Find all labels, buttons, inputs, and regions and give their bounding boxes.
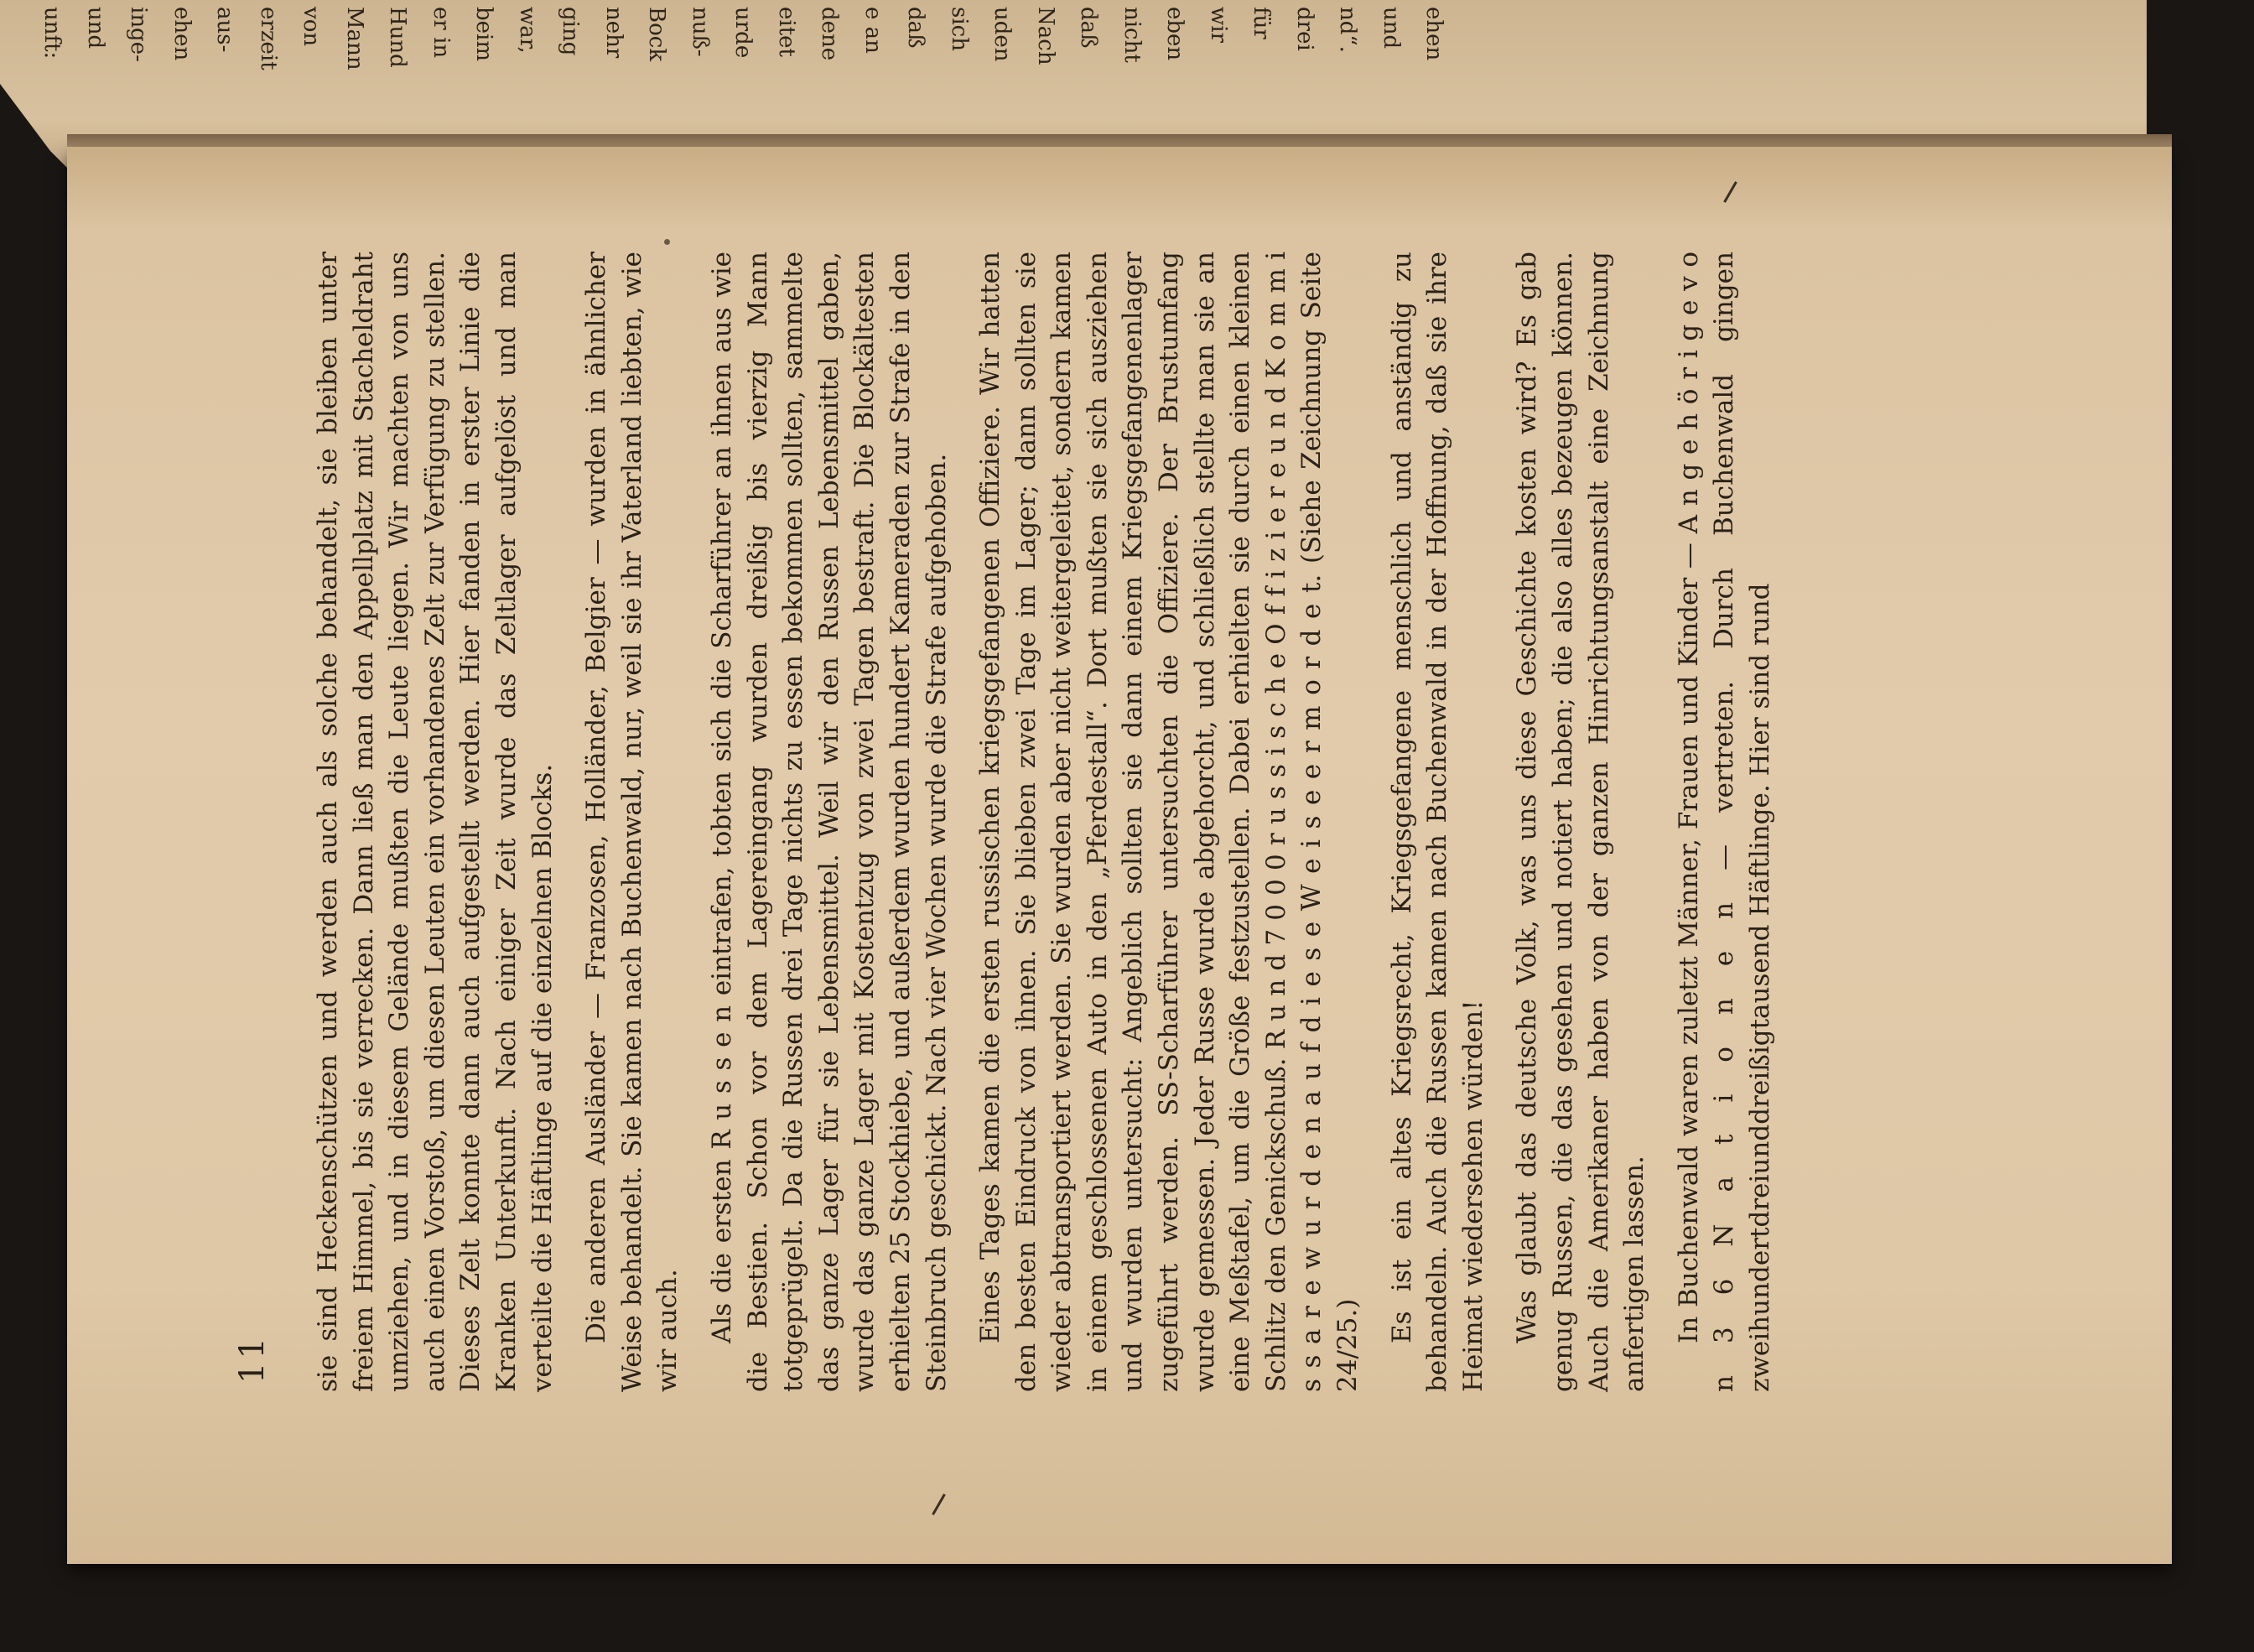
previous-page-fragment: für [1249,7,1274,39]
previous-page-fragment: ging [558,7,583,56]
previous-page-fragment: e an [860,7,886,54]
previous-page-fragment: ehen [169,7,195,61]
page-number: 11 [233,1334,272,1384]
previous-page-fragment: Nach [1032,7,1058,65]
previous-page-fragment: eben [1162,7,1187,61]
paragraph: sie sind Heckenschützen und werden auch als solche behandelt, sie bleiben unter freiem Himmel, bis sie verrecken. Dann ließ man den Appellplatz mit Stacheldraht umziehen, und in diesem Gelände mußten die Leute liegen. Wir machten von uns auch einen Vorstoß, um diesen Leuten ein vorhandenes Zelt zur Verfügung zu stellen. Dieses Zelt konnte dann auch aufgestellt werden. Hier fanden in erster Linie die Kranken Unterkunft. Nach einiger Zeit wurde das Zeltlager aufgelöst und man verteilte die Häftlinge auf die einzelnen Blocks. [313,252,558,1392]
previous-page-fragment: er in [428,7,454,59]
paragraph: In Buchenwald waren zuletzt Männer, Frauen und Kinder — A n g e h ö r i g e v o n 3 6 N a t i o n e n — vertreten. Durch Buchenwald gingen zweihundertdreiunddreißigtausend Häftlinge. Hier sind rund [1673,252,1775,1392]
previous-page-fragment: Bock [644,7,669,62]
previous-page-fragment: dene [817,7,842,61]
previous-page-fragment: nicht [1119,7,1145,63]
previous-page-fragment: nuß- [687,7,713,57]
previous-page-fragment: und [82,7,108,49]
previous-page-fragment: drei [1291,7,1317,51]
paragraph: Als die ersten R u s s e n eintrafen, tobten sich die Scharführer an ihnen aus wie die Bestien. Schon vor dem Lagereingang wurden dreißig bis vierzig Mann totgeprügelt. Da die Russen drei Tage nichts zu essen bekommen sollten, sammelte das ganze Lager für sie Lebensmittel. Weil wir den Russen Lebensmittel gaben, wurde das ganze Lager mit Kostentzug von zwei Tagen bestraft. Die Blockältesten erhielten 25 Stockhiebe, und außerdem wurden hundert Kameraden zur Strafe in den Steinbruch geschickt. Nach vier Wochen wurde die Strafe aufgehoben. [706,252,952,1392]
paragraph: Die anderen Ausländer — Franzosen, Holländer, Belgier — wurden in ähnlicher Weise behandelt. Sie kamen nach Buchenwald, nur, weil sie ihr Vaterland liebten, wie wir auch. [581,252,683,1392]
paragraph: Was glaubt das deutsche Volk, was uns diese Geschichte kosten wird? Es gab genug Russen, die das gesehen und notiert haben; die also alles bezeugen können. Auch die Amerikaner haben von der ganzen Hinrichtungsanstalt eine Zeichnung anfertigen lassen. [1512,252,1650,1392]
previous-page-fragment: eitet [773,7,799,57]
previous-page-fragment: uden [989,7,1015,62]
previous-page-fragment: war, [514,7,540,54]
previous-page-fragment: erzeit [255,7,281,70]
previous-page-fragment: und [1378,7,1404,49]
previous-page-fragment: wir [1205,7,1231,43]
paragraph: Eines Tages kamen die ersten russischen kriegsgefangenen Offiziere. Wir hatten den besten Eindruck von ihnen. Sie blieben zwei Tage im Lager; dann sollten sie wieder abtransportiert werden. Sie wurden aber nicht weitergeleitet, sondern kamen in einem geschlossenen Auto in den „Pferdestall“. Dort mußten sie sich ausziehen und wurden untersucht: Angeblich sollten sie dann einem Kriegsgefangenenlager zugeführt werden. SS-Scharführer untersuchten die Offiziere. Der Brustumfang wurde gemessen. Jeder Russe wurde abgehorcht, und schließlich stellte man sie an eine Meßtafel, um die Größe festzustellen. Dabei erhielten sie durch einen kleinen Schlitz den Genickschuß. R u n d 7 0 0 0 r u s s i s c h e O f f i z i e r e u n d K o m m i s s a r e w u r d e n a u f d i e s e W e i s e e r m o r d e t. (Siehe Zeichnung Seite 24/25.) [975,252,1363,1392]
ink-dot [664,239,670,245]
previous-page-fragment: nd“. [1335,7,1360,53]
previous-page-fragment: aus- [212,7,237,53]
previous-page-fragment: sich [946,7,972,51]
previous-page-fragment: daß [1076,7,1101,49]
previous-page-fragment: ehen [1421,7,1446,61]
previous-page-fragment: nehr [600,7,626,59]
paragraph: Es ist ein altes Kriegsrecht, Kriegsgefangene menschlich und anständig zu behandeln. Auch die Russen kamen nach Buchenwald in der Hoffnung, daß sie ihre Heimat wiedersehen würden! [1386,252,1488,1392]
previous-page-fragment: inge- [126,7,151,62]
page-text-block [310,252,1775,1392]
previous-page-fragment: Mann [341,7,367,70]
previous-page-fragment: von [299,7,324,47]
previous-page-fragment: unft: [39,7,65,60]
previous-page-fragment: beim [471,7,496,61]
previous-page-fragment: Hund [385,7,410,68]
previous-page-fragment: daß [903,7,928,49]
previous-page-fragment: urde [730,7,756,59]
